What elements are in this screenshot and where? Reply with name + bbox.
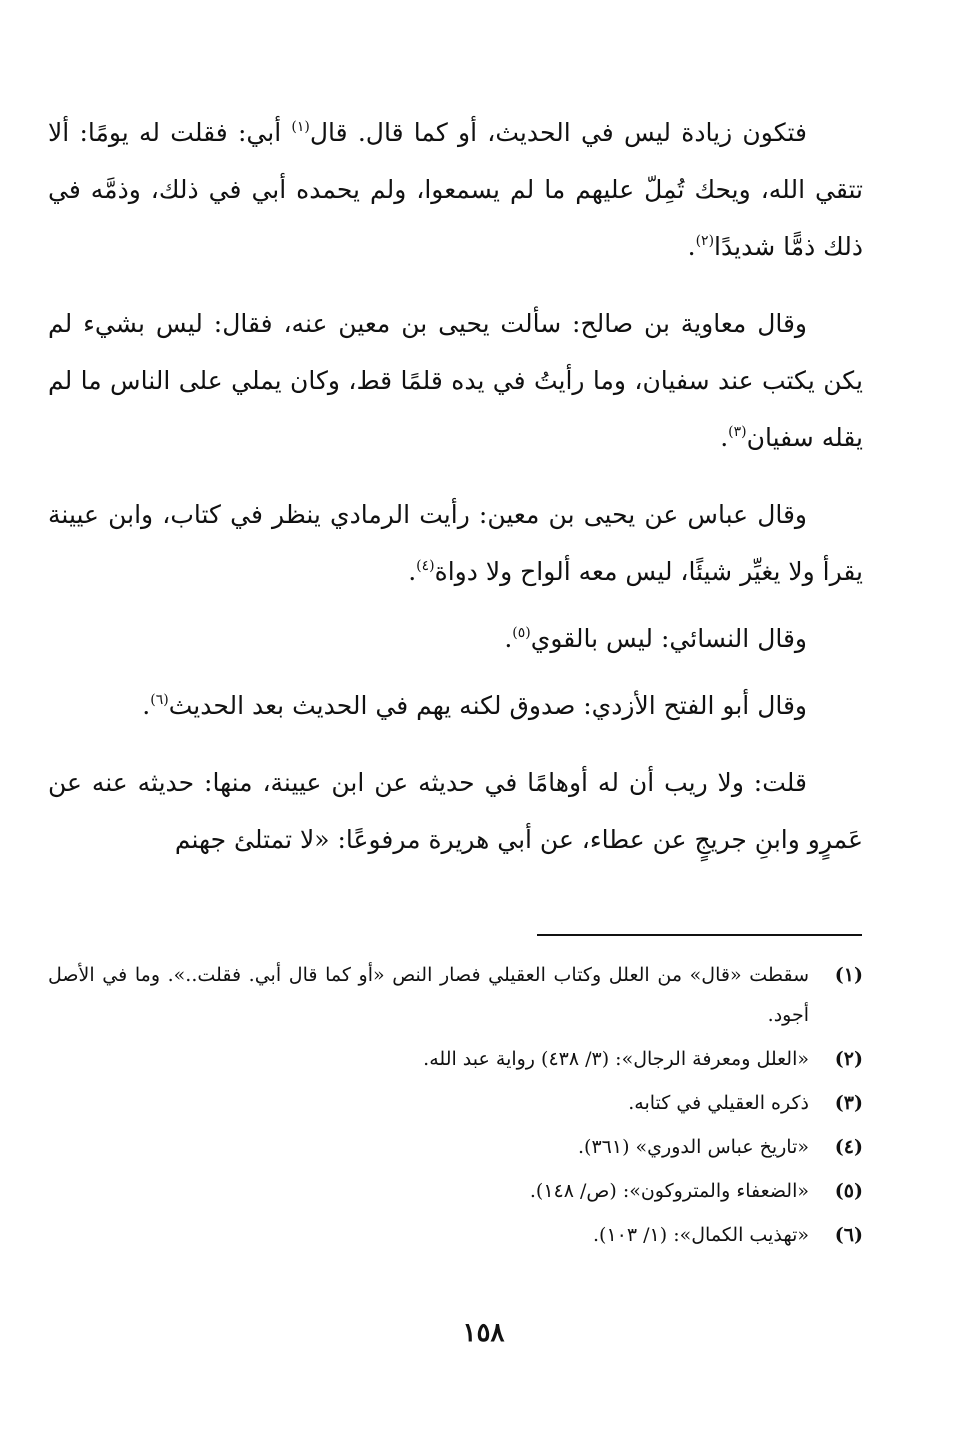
footnote-text: سقطت «قال» من العلل وكتاب العقيلي فصار النص «أو كما قال أبي. فقلت..». وما في الأصل أجود. xyxy=(48,964,809,1026)
paragraph xyxy=(48,104,863,275)
footnote-number: (١) xyxy=(834,964,863,986)
paragraph xyxy=(48,295,863,466)
main-text xyxy=(48,104,863,888)
text-run: وقال أبو الفتح الأزدي: صدوق لكنه يهم في الحديث بعد الحديث xyxy=(168,691,807,720)
text-run: . xyxy=(720,423,729,452)
footnote-divider xyxy=(537,934,862,936)
footnote-number: (٤) xyxy=(834,1136,863,1158)
text-run: فتكون زيادة ليس في الحديث، أو كما قال. قال xyxy=(309,118,807,147)
paragraph xyxy=(48,486,863,600)
paragraph xyxy=(48,754,863,868)
text-run: أبي: فقلت له يومًا: ألا تتقي الله، ويحك تُمِلّ عليهم ما لم يسمعوا، ولم يحمده أبي في ذلك، وذمَّه في ذلك ذمًّا شديدًا xyxy=(48,118,863,261)
footnote-item xyxy=(48,1039,863,1079)
text-run: وقال معاوية بن صالح: سألت يحيى بن معين عنه، فقال: ليس بشيء لم يكن يكتب عند سفيان، وما رأيتُ في يده قلمًا قط، وكان يملي على الناس ما لم يقله سفيان xyxy=(48,309,863,452)
footnote-text: «تاريخ عباس الدوري» (٣٦١). xyxy=(578,1136,809,1158)
footnote-item xyxy=(48,955,863,1035)
footnote-text: «تهذيب الكمال»: (١/ ١٠٣). xyxy=(593,1224,809,1246)
footnote-ref: (١) xyxy=(291,119,310,135)
footnote-ref: (٣) xyxy=(728,424,747,440)
footnotes xyxy=(48,955,863,1259)
page-number: ١٥٨ xyxy=(462,1318,505,1348)
footnote-item xyxy=(48,1215,863,1255)
footnote-text: ذكره العقيلي في كتابه. xyxy=(628,1092,809,1114)
footnote-text: «الضعفاء والمتروكون»: (ص/ ١٤٨). xyxy=(529,1180,809,1202)
footnote-text: «العلل ومعرفة الرجال»: (٣/ ٤٣٨) رواية عبد الله. xyxy=(423,1048,809,1070)
paragraph xyxy=(48,610,863,667)
footnote-ref: (٤) xyxy=(416,558,435,574)
text-run: . xyxy=(142,691,151,720)
text-run: . xyxy=(687,232,696,261)
footnote-ref: (٦) xyxy=(150,692,169,708)
text-run: . xyxy=(408,557,417,586)
text-run: . xyxy=(504,624,513,653)
footnote-ref: (٥) xyxy=(512,625,531,641)
footnote-ref: (٢) xyxy=(695,233,715,249)
footnote-number: (٢) xyxy=(834,1048,863,1070)
footnote-number: (٦) xyxy=(834,1224,863,1246)
paragraph xyxy=(48,677,863,734)
footnote-item xyxy=(48,1171,863,1211)
text-run: قلت: ولا ريب أن له أوهامًا في حديثه عن ابن عيينة، منها: حديثه عنه عن عَمرٍو وابنِ جريجٍ عن عطاء، عن أبي هريرة مرفوعًا: «لا تمتلئ جهنم xyxy=(48,768,863,854)
footnote-item xyxy=(48,1127,863,1167)
text-run: وقال النسائي: ليس بالقوي xyxy=(530,624,807,653)
text-run: وقال عباس عن يحيى بن معين: رأيت الرمادي ينظر في كتاب، وابن عيينة يقرأ ولا يغيِّر شيئًا، ليس معه ألواح ولا دواة xyxy=(48,500,863,586)
footnote-item xyxy=(48,1083,863,1123)
footnote-number: (٣) xyxy=(834,1092,863,1114)
footnote-number: (٥) xyxy=(834,1180,863,1202)
